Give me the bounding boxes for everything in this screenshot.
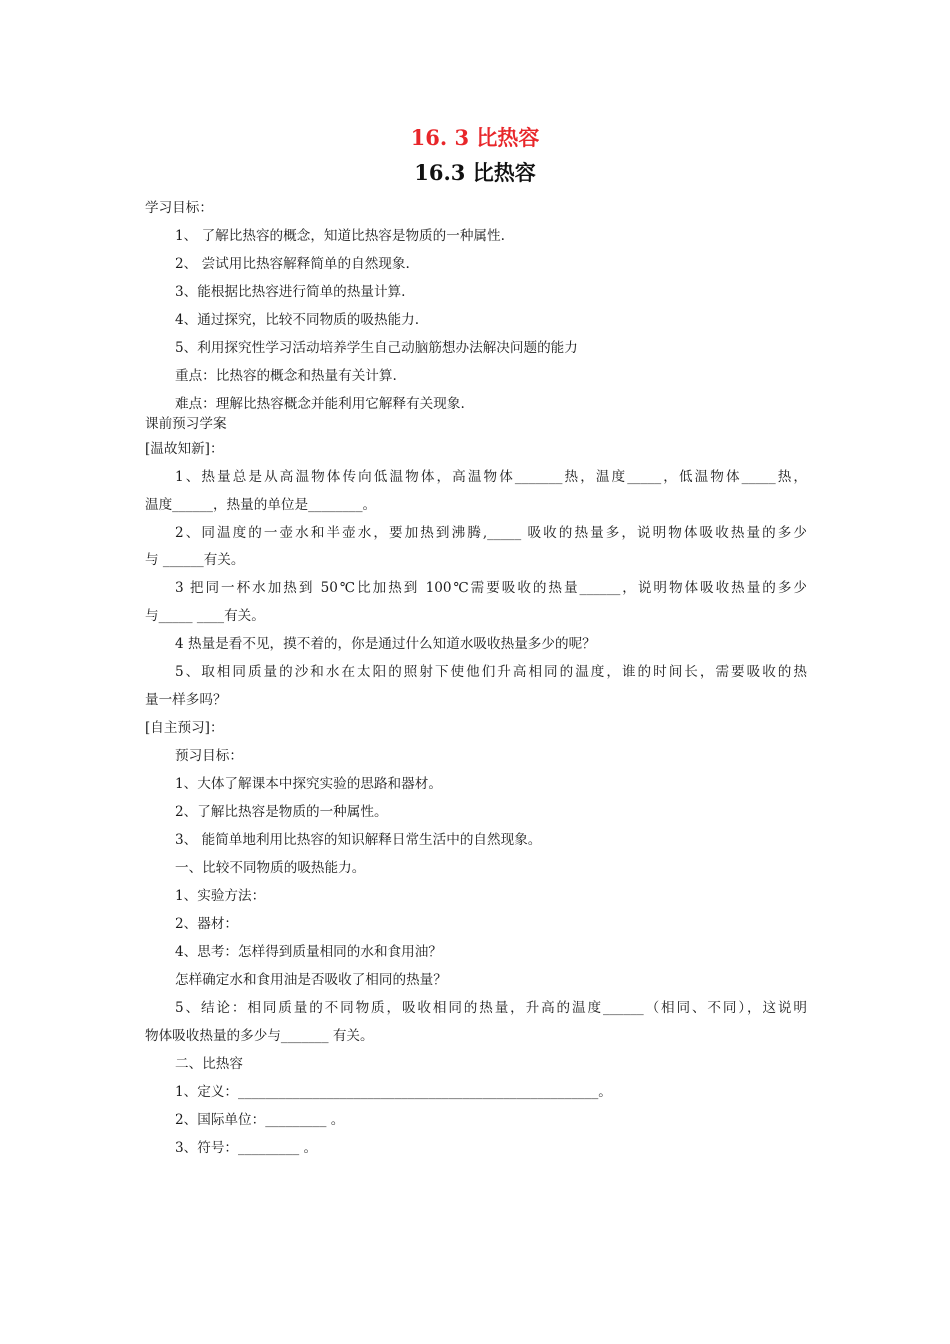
review-question-3-line-2: 与_____ ____有关。 (145, 608, 265, 624)
unit-blank: 2、国际单位：_________ 。 (175, 1112, 345, 1128)
difficulty-point: 难点：理解比热容概念并能利用它解释有关现象. (175, 396, 465, 412)
objective-item-1: 1、 了解比热容的概念，知道比热容是物质的一种属性. (175, 228, 505, 244)
conclusion-line-1: 5、结论：相同质量的不同物质，吸收相同的热量，升高的温度______（相同、不同），这说明 (175, 1000, 807, 1016)
think-question-2: 怎样确定水和食用油是否吸收了相同的热量？ (175, 972, 447, 988)
preview-goal-1: 1、大体了解课本中探究实验的思路和器材。 (175, 776, 442, 792)
section-1-heading: 一、比较不同物质的吸热能力。 (175, 860, 366, 876)
objective-item-3: 3、能根据比热容进行简单的热量计算. (175, 284, 406, 300)
experiment-equipment: 2、器材： (175, 916, 239, 932)
review-heading: [温故知新]： (145, 441, 224, 457)
objective-item-2: 2、 尝试用比热容解释简单的自然现象. (175, 256, 410, 272)
review-question-2-line-1: 2、同温度的一壶水和半壶水，要加热到沸腾,_____ 吸收的热量多，说明物体吸收热量的多少 (175, 525, 807, 541)
symbol-blank: 3、符号：_________ 。 (175, 1140, 318, 1156)
review-question-1-line-2: 温度______，热量的单位是________。 (145, 497, 377, 513)
self-study-heading: [自主预习]： (145, 720, 224, 736)
review-question-5-line-2: 量一样多吗？ (145, 692, 227, 708)
review-question-1-line-1: 1、热量总是从高温物体传向低温物体，高温物体_______热，温度_____，低温物体_____热， (175, 469, 807, 485)
preview-heading: 课前预习学案 (145, 416, 227, 432)
review-question-3-line-1: 3 把同一杯水加热到 50℃比加热到 100℃需要吸收的热量______，说明物体吸收热量的多少 (175, 580, 807, 596)
preview-goal-2: 2、了解比热容是物质的一种属性。 (175, 804, 388, 820)
experiment-method: 1、实验方法： (175, 888, 266, 904)
objective-item-4: 4、通过探究，比较不同物质的吸热能力. (175, 312, 420, 328)
review-question-2-line-2: 与 ______有关。 (145, 552, 245, 568)
definition-blank: 1、定义：_____________________________________________________。 (175, 1084, 612, 1100)
review-question-5-line-1: 5、取相同质量的沙和水在太阳的照射下使他们升高相同的温度，谁的时间长，需要吸收的热 (175, 664, 807, 680)
objective-item-5: 5、利用探究性学习活动培养学生自己动脑筋想办法解决问题的能力 (175, 340, 578, 356)
document-title-red: 16. 3 比热容 (410, 125, 540, 150)
document-title: 16.3 比热容 (414, 160, 536, 185)
key-point: 重点：比热容的概念和热量有关计算. (175, 368, 397, 384)
review-question-4: 4 热量是看不见，摸不着的，你是通过什么知道水吸收热量多少的呢？ (175, 636, 596, 652)
objectives-heading: 学习目标： (145, 200, 213, 216)
think-question-1: 4、思考：怎样得到质量相同的水和食用油？ (175, 944, 442, 960)
preview-goals-heading: 预习目标： (175, 748, 243, 764)
section-2-heading: 二、比热容 (175, 1056, 243, 1072)
preview-goal-3: 3、 能简单地利用比热容的知识解释日常生活中的自然现象。 (175, 832, 542, 848)
conclusion-line-2: 物体吸收热量的多少与_______ 有关。 (145, 1028, 374, 1044)
